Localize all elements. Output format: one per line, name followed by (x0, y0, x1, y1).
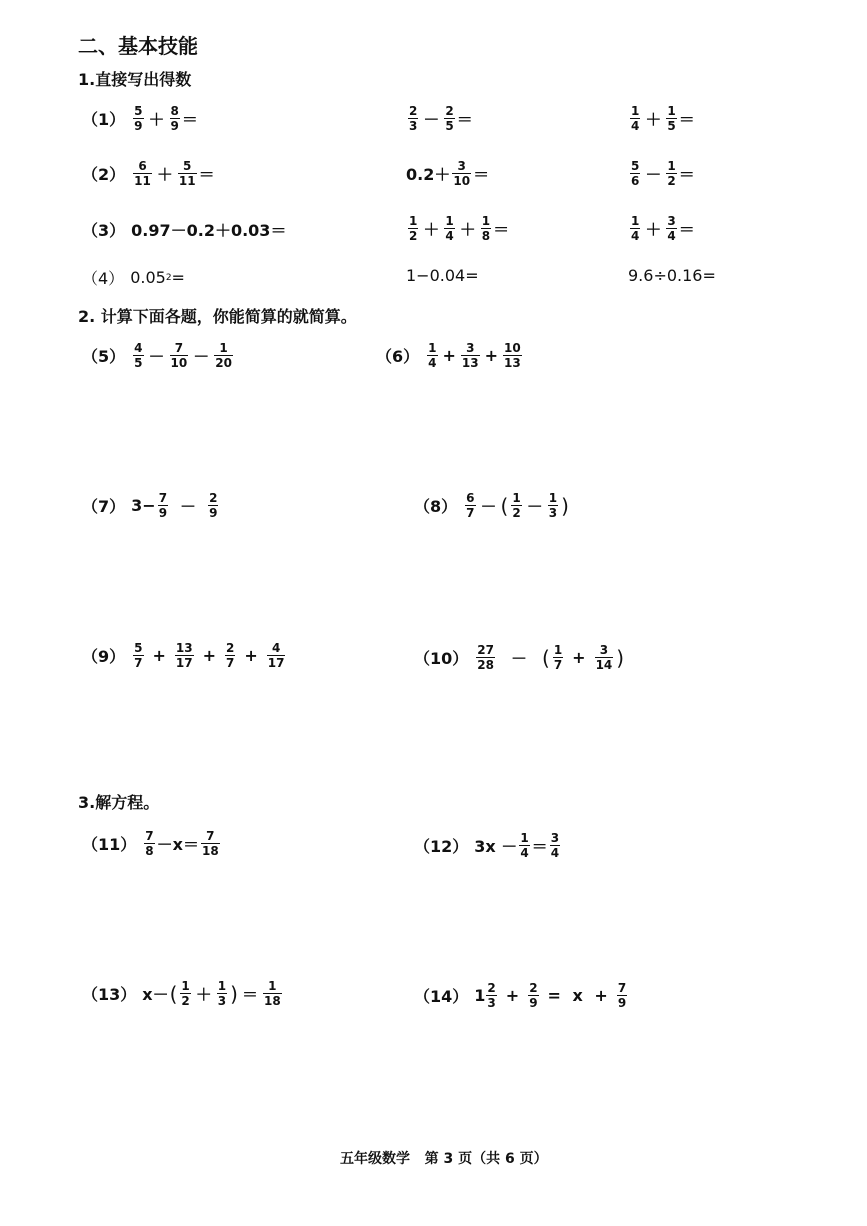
q4-col1: （4） 0.05 2 = (82, 268, 185, 288)
q1-col3: $\frac{1}{4}$ ＋ $\frac{1}{5}$ ＝ (631, 104, 695, 133)
fraction: $\frac{7}{9}$ (617, 981, 627, 1010)
fraction: $\frac{13}{17}$ (175, 641, 193, 670)
q2-col1: （2） $\frac{6}{11}$ ＋ $\frac{5}{11}$ ＝ (82, 159, 215, 188)
q2-col3: $\frac{5}{6}$ － $\frac{1}{2}$ ＝ (631, 159, 695, 188)
q4-col2: 1−0.04= (406, 266, 479, 285)
fraction: $\frac{6}{11}$ (134, 159, 151, 188)
fraction: $\frac{3}{4}$ (667, 214, 676, 243)
fraction: $\frac{6}{7}$ (466, 491, 475, 520)
fraction: $\frac{3}{4}$ (550, 831, 560, 860)
fraction: $\frac{2}{9}$ (209, 491, 218, 520)
fraction: $\frac{1}{4}$ (631, 104, 640, 133)
fraction: $\frac{3}{13}$ (461, 341, 479, 370)
fraction: $\frac{2}{3}$ (409, 104, 418, 133)
fraction: $\frac{7}{8}$ (145, 829, 154, 858)
q2-label: （2） (82, 165, 126, 184)
section-title: 二、基本技能 (78, 34, 198, 58)
part1-title: 1.直接写出得数 (78, 70, 192, 89)
q11: （11） $\frac{7}{8}$ －x＝ $\frac{7}{18}$ (82, 829, 219, 858)
fraction: $\frac{3}{14}$ (595, 643, 613, 672)
q13: （13） x－ ( $\frac{1}{2}$ ＋ $\frac{1}{3}$ ) ＝ $\frac{1}{18}$ (82, 979, 281, 1008)
q6: （6） $\frac{1}{4}$ + $\frac{3}{13}$ + $\frac{10}{13}$ (376, 341, 521, 370)
fraction: $\frac{27}{28}$ (477, 643, 494, 672)
q12: （12） 3x － $\frac{1}{4}$ ＝ $\frac{3}{4}$ (414, 831, 560, 860)
q3-col2: $\frac{1}{2}$ ＋ $\frac{1}{4}$ ＋ $\frac{1}{8}$ ＝ (409, 214, 510, 243)
q1-col1: （1） $\frac{5}{9}$ ＋ $\frac{8}{9}$ ＝ (82, 104, 198, 133)
fraction: $\frac{1}{18}$ (263, 979, 281, 1008)
q2-col2: 0.2＋ $\frac{3}{10}$ ＝ (406, 159, 490, 188)
fraction: $\frac{1}{8}$ (481, 214, 491, 243)
fraction: $\frac{7}{9}$ (158, 491, 168, 520)
q10: （10） $\frac{27}{28}$ － ( $\frac{1}{7}$ + $\frac{3}{14}$ ) (414, 643, 625, 672)
fraction: $\frac{1}{2}$ (512, 491, 521, 520)
part3-title: 3.解方程。 (78, 793, 160, 812)
fraction: $\frac{1}{4}$ (428, 341, 437, 370)
fraction: $\frac{10}{13}$ (504, 341, 521, 370)
fraction: $\frac{1}{2}$ (181, 979, 190, 1008)
q3-col3: $\frac{1}{4}$ ＋ $\frac{3}{4}$ ＝ (631, 214, 695, 243)
fraction: $\frac{2}{9}$ (529, 981, 538, 1010)
fraction: $\frac{8}{9}$ (170, 104, 179, 133)
fraction: $\frac{4}{17}$ (267, 641, 285, 670)
fraction: $\frac{1}{4}$ (445, 214, 454, 243)
q7: （7） 3− $\frac{7}{9}$ － $\frac{2}{9}$ (82, 491, 218, 520)
q4-col3: 9.6÷0.16= (628, 266, 716, 285)
fraction: $\frac{1}{4}$ (631, 214, 640, 243)
fraction: $\frac{2}{7}$ (226, 641, 235, 670)
fraction: $\frac{5}{9}$ (134, 104, 143, 133)
page-footer: 五年级数学 第 3 页（共 6 页） (340, 1151, 548, 1167)
fraction: $\frac{1}{5}$ (667, 104, 676, 133)
q14: （14） 1 $\frac{2}{3}$ + $\frac{2}{9}$ = x + $\frac{7}{9}$ (414, 981, 627, 1010)
q9: （9） $\frac{5}{7}$ + $\frac{13}{17}$ + $\frac{2}{7}$ + $\frac{4}{17}$ (82, 641, 285, 670)
fraction: $\frac{1}{2}$ (667, 159, 676, 188)
q3-col1: （3） 0.97－0.2＋0.03＝ (82, 218, 286, 241)
q5: （5） $\frac{4}{5}$ － $\frac{7}{10}$ － $\frac{1}{20}$ (82, 341, 232, 370)
fraction: $\frac{1}{4}$ (520, 831, 529, 860)
q1-col2: $\frac{2}{3}$ － $\frac{2}{5}$ ＝ (409, 104, 473, 133)
q3-label: （3） (82, 221, 126, 240)
fraction: $\frac{1}{2}$ (409, 214, 418, 243)
q4-label: （4） (82, 269, 125, 288)
q1-label: （1） (82, 110, 126, 129)
fraction: $\frac{1}{3}$ (217, 979, 227, 1008)
fraction: $\frac{1}{7}$ (553, 643, 563, 672)
fraction: $\frac{5}{11}$ (178, 159, 196, 188)
fraction: $\frac{2}{5}$ (445, 104, 454, 133)
fraction: $\frac{4}{5}$ (134, 341, 143, 370)
fraction: $\frac{1}{20}$ (215, 341, 232, 370)
fraction: $\frac{1}{3}$ (548, 491, 558, 520)
fraction: $\frac{5}{7}$ (134, 641, 143, 670)
fraction: $\frac{2}{3}$ (487, 981, 496, 1010)
part2-title: 2. 计算下面各题，你能简算的就简算。 (78, 307, 357, 326)
fraction: $\frac{3}{10}$ (453, 159, 471, 188)
fraction: $\frac{5}{6}$ (631, 159, 640, 188)
fraction: $\frac{7}{10}$ (170, 341, 188, 370)
q8: （8） $\frac{6}{7}$ － ( $\frac{1}{2}$ － $\frac{1}{3}$ ) (414, 491, 569, 520)
fraction: $\frac{7}{18}$ (201, 829, 219, 858)
